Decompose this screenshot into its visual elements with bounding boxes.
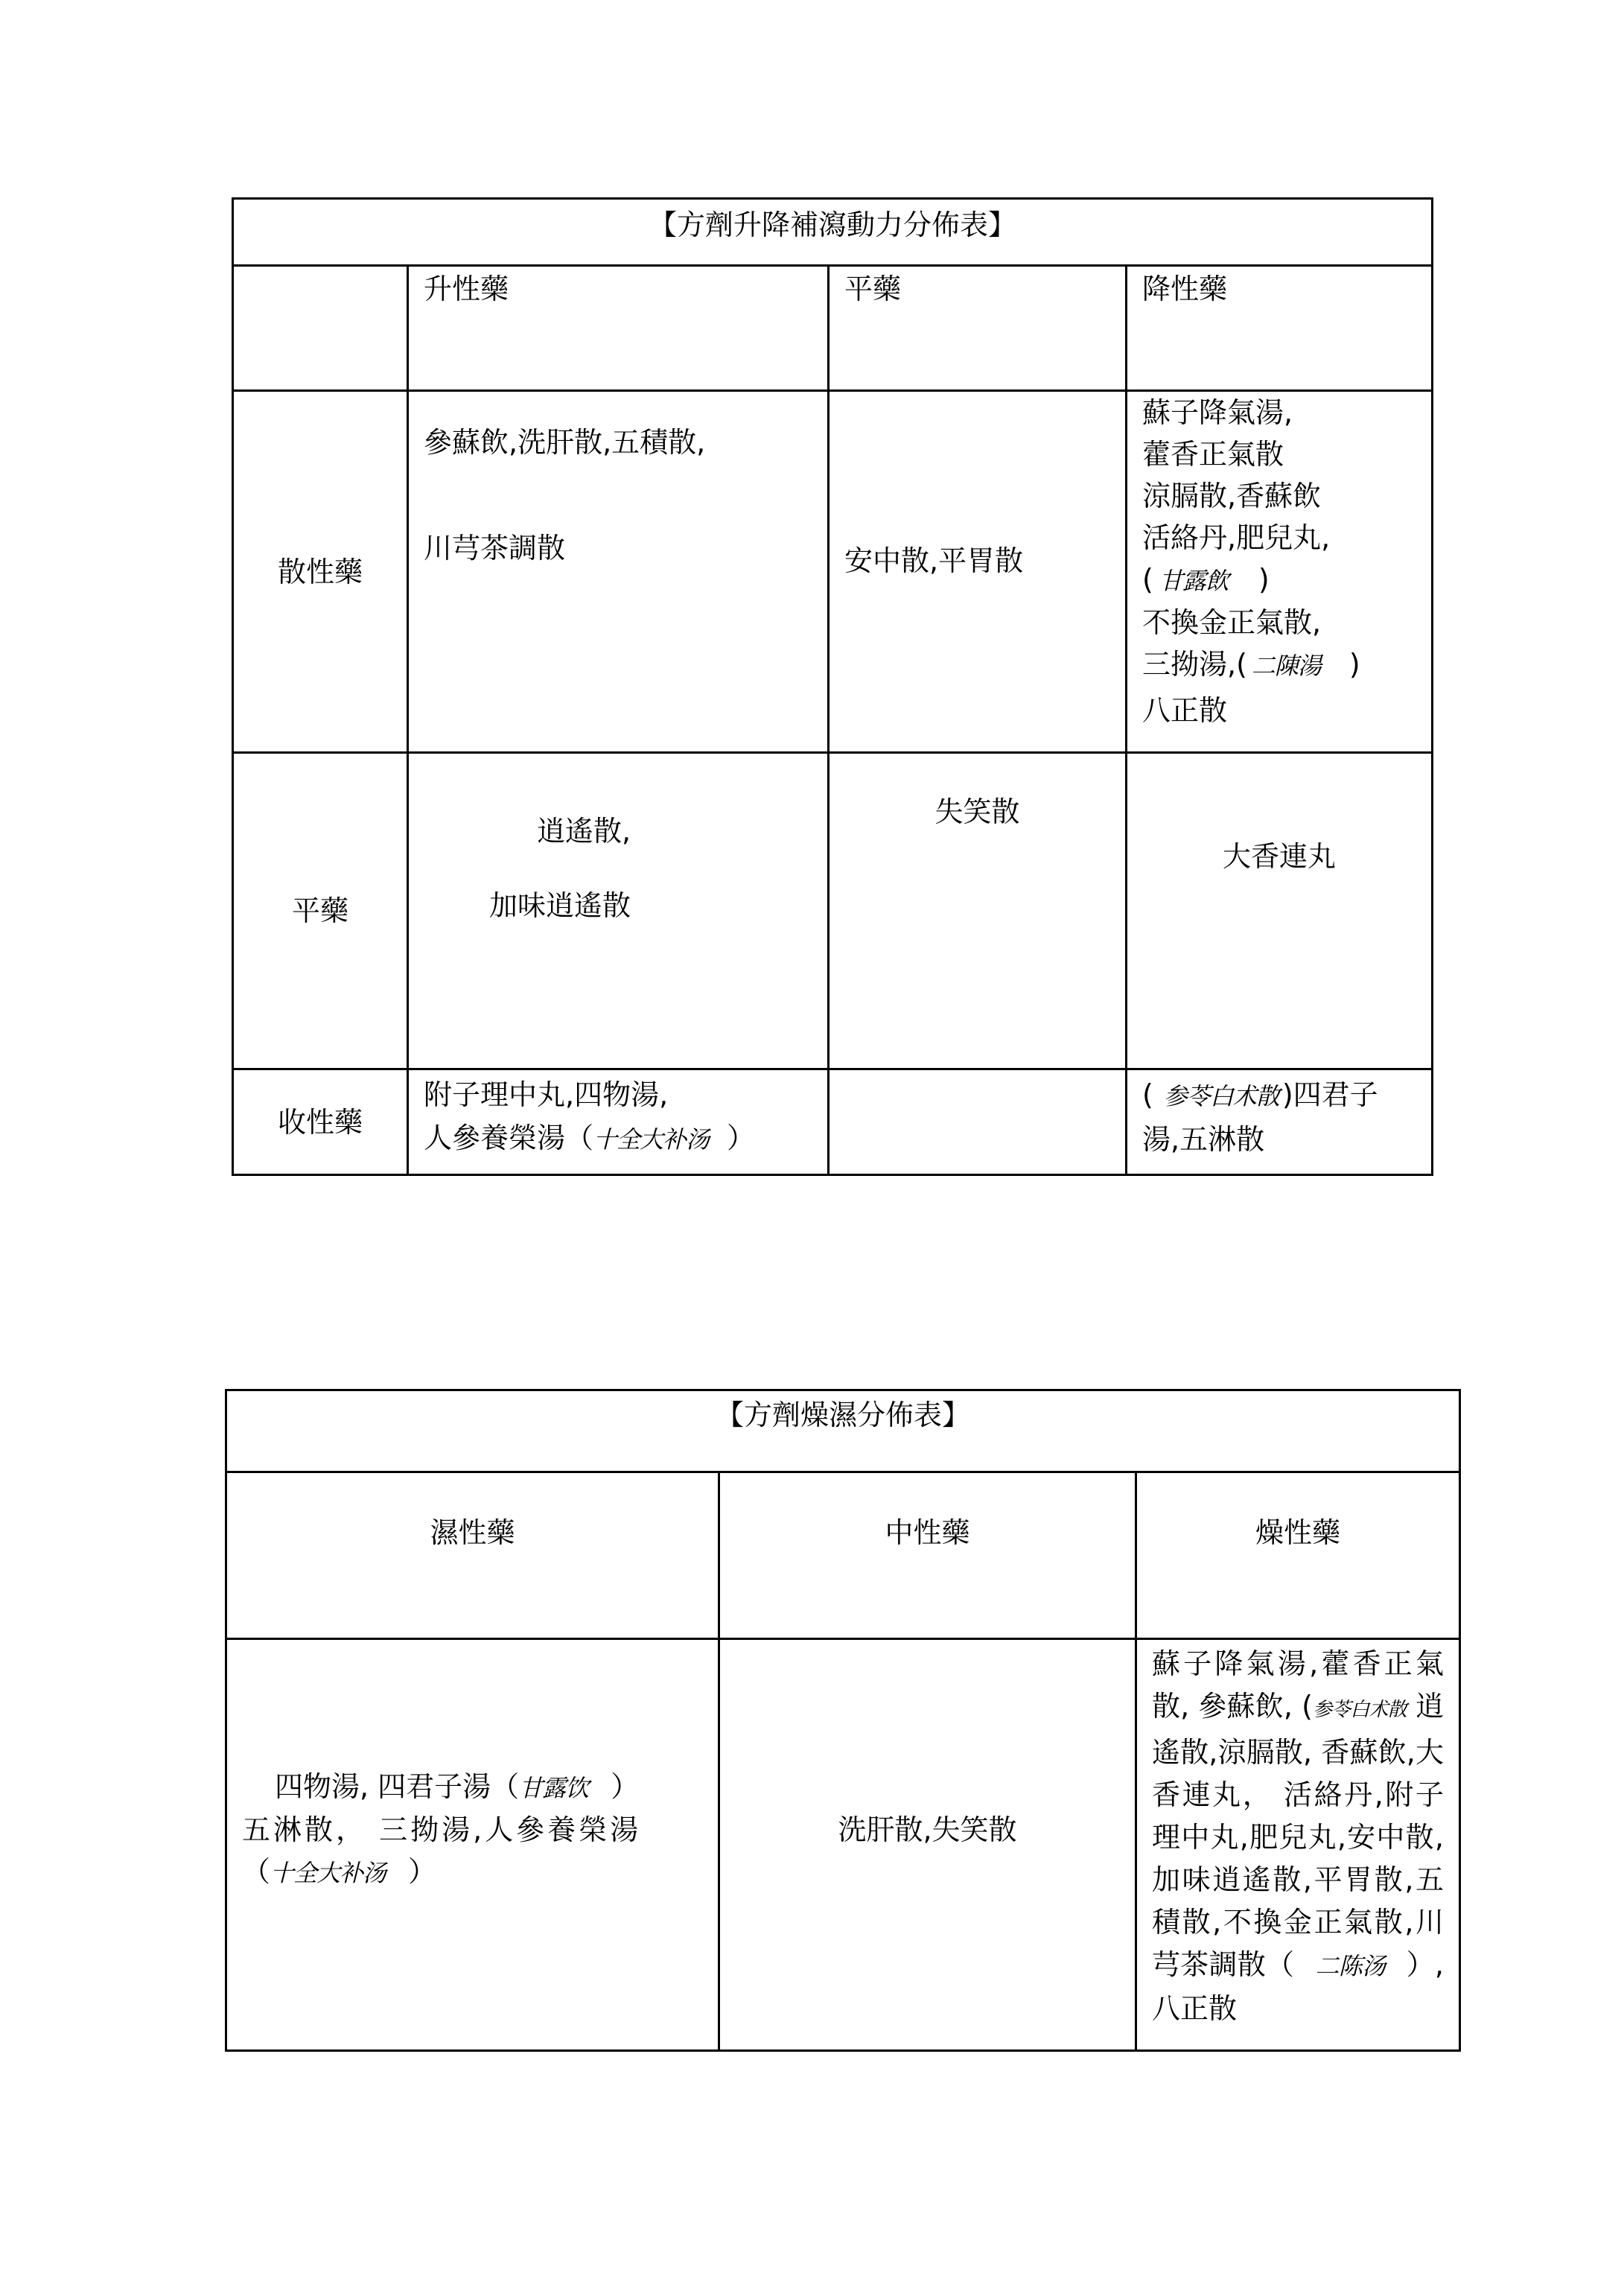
- dryness-dampness-table: [225, 1389, 1461, 2052]
- cell-line: 逍遙散,: [536, 815, 631, 848]
- cell-line: 五淋散， 三拗湯,人參養榮湯: [242, 1813, 642, 1846]
- header-damp-herbs: 濕性藥: [226, 1472, 719, 1639]
- cell-damp: [226, 1639, 719, 2051]
- cell-line: 川芎茶調散: [424, 532, 566, 565]
- cell-line: [242, 1851, 703, 1894]
- paren: ): [1258, 563, 1270, 596]
- cell-dry: [1136, 1639, 1460, 2051]
- handwritten-annotation: 二陳湯: [1251, 652, 1321, 680]
- cell-line: 八正散: [1142, 694, 1228, 727]
- cell-text: 人參養榮湯（: [424, 1122, 594, 1154]
- handwritten-annotation: 二陈汤: [1315, 1952, 1386, 1980]
- header-flat-herbs: 平藥: [829, 266, 1127, 391]
- cell-neutral: 洗肝散,失笑散: [719, 1639, 1136, 2051]
- cell-dispersing-flat: 安中散,平胃散: [829, 391, 1127, 753]
- cell-line: 蘇子降氣湯,: [1142, 396, 1293, 429]
- cell-line: 附子理中丸,四物湯,: [424, 1078, 669, 1111]
- paren: (: [1142, 1078, 1153, 1111]
- cell-line: 活絡丹,肥兒丸,: [1142, 521, 1331, 554]
- header-down-herbs: 降性藥: [1127, 266, 1433, 391]
- cell-text: 三拗湯,(: [1142, 648, 1247, 681]
- cell-astringent-up: [408, 1069, 829, 1175]
- cell-neutral-down: 大香連丸: [1127, 753, 1433, 1069]
- header-neutral-herbs: 中性藥: [719, 1472, 1136, 1639]
- paren: ）: [408, 1855, 437, 1888]
- cell-text: )四君子: [1281, 1078, 1378, 1111]
- cell-line: 不換金正氣散,: [1142, 606, 1322, 639]
- paren: ): [1348, 648, 1360, 681]
- handwritten-annotation: 十全大补汤: [593, 1125, 710, 1154]
- handwritten-annotation: 甘露飲: [1159, 567, 1229, 595]
- cell-neutral-flat: 失笑散: [829, 753, 1127, 1069]
- cell-line: 藿香正氣散: [1142, 438, 1284, 471]
- cell-text: 蘇子降氣湯,藿香正氣散, 參蘇飲, (: [1152, 1647, 1445, 1723]
- cell-line: 涼膈散,香蘇飲: [1142, 480, 1322, 512]
- paren: ）: [611, 1770, 640, 1803]
- cell-dispersing-down: [1127, 391, 1433, 753]
- cell-line: [1142, 1073, 1431, 1118]
- paren: ）: [727, 1122, 756, 1154]
- cell-line: [1142, 559, 1431, 602]
- cell-line: [424, 1116, 827, 1161]
- cell-text: 逍遙散,涼膈散, 香蘇飲,大香連丸， 活絡丹,附子理中丸,肥兒丸,安中散,加味逍遙散,平胃散,五積散,不換金正氣散,川芎茶調散（: [1152, 1690, 1445, 1981]
- table2-title: 【方劑燥濕分佈表】: [226, 1390, 1460, 1472]
- handwritten-annotation: 参苓白术散: [1163, 1082, 1279, 1110]
- cell-line: [242, 1766, 703, 1809]
- handwritten-annotation: 十全大补汤: [270, 1859, 386, 1887]
- header-dry-herbs: 燥性藥: [1136, 1472, 1460, 1639]
- cell-text: ）, 八正散: [1152, 1948, 1444, 2025]
- cell-astringent-down: [1127, 1069, 1433, 1175]
- row-label-neutral: 平藥: [233, 753, 408, 1069]
- cell-line: 加味逍遙散: [489, 889, 631, 922]
- row-label-astringent: 收性藥: [233, 1069, 408, 1175]
- paren: (: [1142, 563, 1153, 596]
- header-up-herbs: 升性藥: [408, 266, 829, 391]
- cell-line: [1142, 643, 1431, 687]
- cell-line: 湯,五淋散: [1142, 1123, 1265, 1156]
- cell-line: 參蘇飲,洗肝散,五積散,: [424, 426, 706, 459]
- handwritten-annotation: 甘露饮: [519, 1774, 589, 1802]
- handwritten-annotation: 参苓白术散: [1312, 1699, 1407, 1721]
- row-label-dispersing: 散性藥: [233, 391, 408, 753]
- table1-title: 【方劑升降補瀉動力分佈表】: [233, 199, 1433, 266]
- table1-corner-cell: [233, 266, 408, 391]
- cell-text: 四物湯, 四君子湯（: [275, 1770, 520, 1803]
- cell-astringent-flat: [829, 1069, 1127, 1175]
- paren: （: [242, 1855, 271, 1888]
- cell-dispersing-up: [408, 391, 829, 753]
- cell-neutral-up: [408, 753, 829, 1069]
- dynamics-distribution-table: [232, 197, 1433, 1176]
